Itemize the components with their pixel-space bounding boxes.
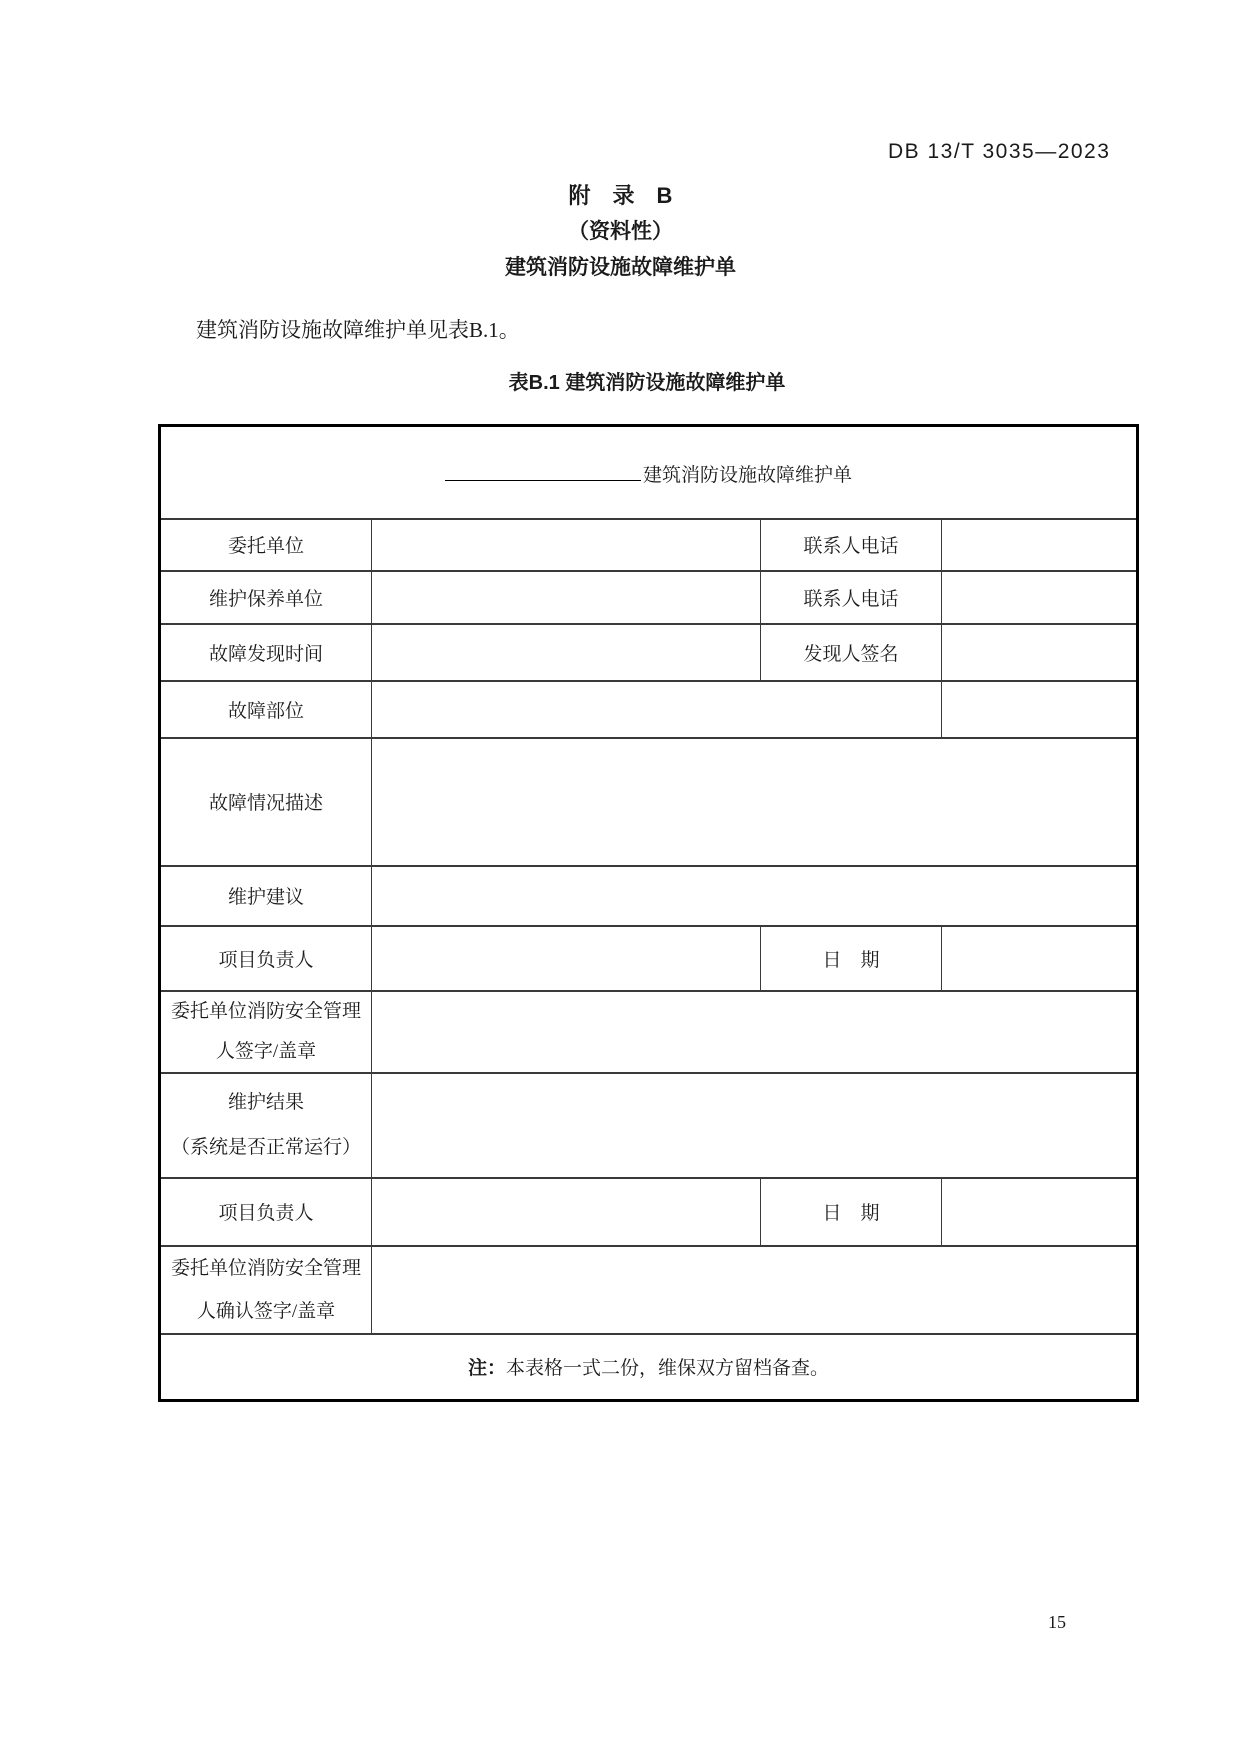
- contact-phone-label-2: 联系人电话: [761, 571, 942, 624]
- row-note: [160, 1334, 1138, 1401]
- table-caption: 表B.1 建筑消防设施故障维护单: [508, 372, 786, 394]
- row-fault-found-time: [160, 624, 1138, 681]
- entrusting-unit-value: [372, 519, 761, 571]
- maintenance-result-label-line1: 维护结果: [227, 1092, 304, 1113]
- fault-location-value: [372, 681, 942, 738]
- page-number: 15: [1048, 1612, 1066, 1632]
- row-safety-manager-signature: [160, 991, 1138, 1073]
- row-entrusting-unit: [160, 519, 1138, 571]
- appendix-heading-line3: 建筑消防设施故障维护单: [505, 256, 736, 279]
- fault-maintenance-form-table: [158, 424, 1139, 1402]
- note-label: 注：: [467, 1358, 506, 1380]
- maintenance-suggestion-value: [372, 866, 1138, 926]
- maintenance-result-label-line2: （系统是否正常运行）: [170, 1137, 361, 1158]
- row-safety-manager-confirm-signature: [160, 1246, 1138, 1334]
- safety-manager-confirm-label-line1: 委托单位消防安全管理: [170, 1257, 361, 1279]
- date-label-1: 日 期: [761, 926, 942, 991]
- standard-number: DB 13/T 3035—2023: [888, 140, 1111, 163]
- project-leader-value-2: [372, 1178, 761, 1246]
- maintenance-unit-label: 维护保养单位: [160, 571, 372, 624]
- finder-signature-value: [942, 624, 1138, 681]
- safety-manager-confirm-value: [372, 1246, 1138, 1334]
- form-title-row: [160, 426, 1138, 519]
- maintenance-unit-value: [372, 571, 761, 624]
- fault-description-label: 故障情况描述: [160, 738, 372, 866]
- maintenance-result-value: [372, 1073, 1138, 1178]
- safety-manager-confirm-label: [160, 1246, 372, 1334]
- maintenance-result-label: [160, 1073, 372, 1178]
- appendix-heading: [0, 178, 1241, 286]
- safety-manager-signature-value: [372, 991, 1138, 1073]
- safety-manager-signature-label-line2: 人签字/盖章: [215, 1040, 317, 1062]
- date-value-1: [942, 926, 1138, 991]
- form-title-cell: [160, 426, 1138, 519]
- project-leader-value-1: [372, 926, 761, 991]
- note-cell: [160, 1334, 1138, 1401]
- form-title-text: 建筑消防设施故障维护单: [643, 464, 853, 486]
- fault-description-value: [372, 738, 1138, 866]
- entrusting-unit-label: 委托单位: [160, 519, 372, 571]
- contact-phone-value-1: [942, 519, 1138, 571]
- project-leader-label-2: 项目负责人: [160, 1178, 372, 1246]
- safety-manager-signature-label-line1: 委托单位消防安全管理: [170, 1000, 361, 1022]
- row-project-leader-1: [160, 926, 1138, 991]
- fault-location-extra-cell: [942, 681, 1138, 738]
- appendix-heading-line1: 附 录 B: [568, 183, 673, 208]
- contact-phone-value-2: [942, 571, 1138, 624]
- fault-location-label: 故障部位: [160, 681, 372, 738]
- row-fault-location: [160, 681, 1138, 738]
- intro-paragraph: 建筑消防设施故障维护单见表B.1。: [196, 318, 520, 342]
- row-maintenance-unit: [160, 571, 1138, 624]
- contact-phone-label-1: 联系人电话: [761, 519, 942, 571]
- note-text: 本表格一式二份，维保双方留档备查。: [506, 1358, 830, 1380]
- row-fault-description: [160, 738, 1138, 866]
- form-title-blank-underline: [445, 458, 641, 481]
- fault-found-time-value: [372, 624, 761, 681]
- safety-manager-confirm-label-line2: 人确认签字/盖章: [196, 1300, 336, 1322]
- date-label-2: 日 期: [761, 1178, 942, 1246]
- safety-manager-signature-label: [160, 991, 372, 1073]
- maintenance-suggestion-label: 维护建议: [160, 866, 372, 926]
- date-value-2: [942, 1178, 1138, 1246]
- finder-signature-label: 发现人签名: [761, 624, 942, 681]
- row-maintenance-suggestion: [160, 866, 1138, 926]
- appendix-heading-line2: （资料性）: [568, 220, 673, 243]
- fault-found-time-label: 故障发现时间: [160, 624, 372, 681]
- row-maintenance-result: [160, 1073, 1138, 1178]
- row-project-leader-2: [160, 1178, 1138, 1246]
- project-leader-label-1: 项目负责人: [160, 926, 372, 991]
